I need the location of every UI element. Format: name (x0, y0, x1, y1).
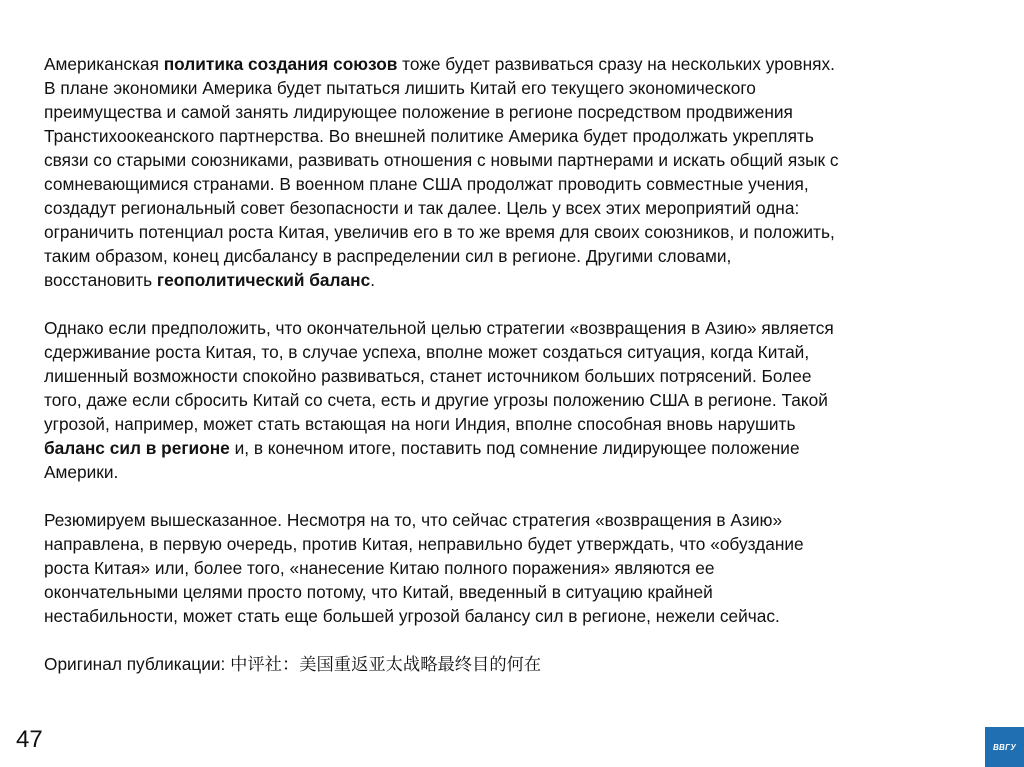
text-segment: и, в конечном итоге, поставить под сомнение лидирующее положение (229, 438, 800, 458)
text-line (44, 172, 1004, 196)
text-line (44, 148, 1004, 172)
bold-text: политика создания союзов (163, 54, 398, 74)
text-segment: связи со старыми союзниками, развивать отношения с новыми партнерами и искать общий язык с (44, 150, 839, 170)
text-segment: Америки. (44, 462, 119, 482)
text-line (44, 52, 1004, 76)
text-line (44, 556, 1004, 580)
text-segment: лишенный возможности спокойно развиваться, станет источником больших потрясений. Более (44, 366, 812, 386)
text-line (44, 196, 1004, 220)
text-segment: тоже будет развиваться сразу на нескольких уровнях. (397, 54, 835, 74)
text-segment: преимущества и самой занять лидирующее положение в регионе посредством продвижения (44, 102, 793, 122)
page-number: 47 (16, 726, 43, 753)
text-segment: роста Китая» или, более того, «нанесение Китаю полного поражения» являются ее (44, 558, 715, 578)
text-line (44, 364, 1004, 388)
text-line (44, 76, 1004, 100)
text-line (44, 604, 1004, 628)
text-segment: направлена, в первую очередь, против Китая, неправильно будет утверждать, что «обуздание (44, 534, 804, 554)
text-line (44, 244, 1004, 268)
text-line (44, 436, 1004, 460)
text-segment: сдерживание роста Китая, то, в случае успеха, вполне может создаться ситуация, когда Китай, (44, 342, 810, 362)
text-line (44, 532, 1004, 556)
text-line (44, 268, 1004, 292)
text-segment: ограничить потенциал роста Китая, увеличив его в то же время для своих союзников, и положить, (44, 222, 835, 242)
text-line (44, 460, 1004, 484)
text-line (44, 340, 1004, 364)
text-segment: Однако если предположить, что окончательной целью стратегии «возвращения в Азию» является (44, 318, 834, 338)
text-segment: Оригинал публикации: 中评社：美国重返亚太战略最终目的何在 (44, 654, 542, 674)
text-segment: Американская (44, 54, 164, 74)
text-segment: сомневающимися странами. В военном плане США продолжат проводить совместные учения, (44, 174, 809, 194)
paragraph (44, 316, 1004, 484)
paragraph (44, 52, 1004, 292)
text-line (44, 388, 1004, 412)
text-line (44, 100, 1004, 124)
text-segment: Транстихоокеанского партнерства. Во внешней политике Америка будет продолжать укреплять (44, 126, 814, 146)
text-segment: угрозой, например, может стать встающая на ноги Индия, вполне способная вновь нарушить (44, 414, 796, 434)
text-segment: окончательными целями просто потому, что Китай, введенный в ситуацию крайней (44, 582, 713, 602)
text-segment: таким образом, конец дисбалансу в распределении сил в регионе. Другими словами, (44, 246, 732, 266)
text-segment: . (370, 270, 375, 290)
logo-text: ВВГУ (992, 742, 1017, 752)
text-line (44, 124, 1004, 148)
text-segment: восстановить (44, 270, 157, 290)
text-line (44, 412, 1004, 436)
text-line (44, 220, 1004, 244)
text-segment: создадут региональный совет безопасности и так далее. Цель у всех этих мероприятий одна: (44, 198, 800, 218)
text-segment: Резюмируем вышесказанное. Несмотря на то, что сейчас стратегия «возвращения в Азию» (44, 510, 783, 530)
text-segment: нестабильности, может стать еще большей угрозой балансу сил в регионе, нежели сейчас. (44, 606, 780, 626)
text-line (44, 316, 1004, 340)
text-segment: того, даже если сбросить Китай со счета, есть и другие угрозы положению США в регионе. Такой (44, 390, 828, 410)
text-line (44, 508, 1004, 532)
bold-text: геополитический баланс (156, 270, 371, 290)
university-logo (985, 727, 1024, 767)
bold-text: баланс сил в регионе (44, 438, 230, 458)
slide-body (44, 52, 1004, 700)
text-line (44, 580, 1004, 604)
paragraph (44, 508, 1004, 628)
text-segment: В плане экономики Америка будет пытаться лишить Китай его текущего экономического (44, 78, 756, 98)
paragraph (44, 652, 1004, 676)
text-line (44, 652, 1004, 676)
